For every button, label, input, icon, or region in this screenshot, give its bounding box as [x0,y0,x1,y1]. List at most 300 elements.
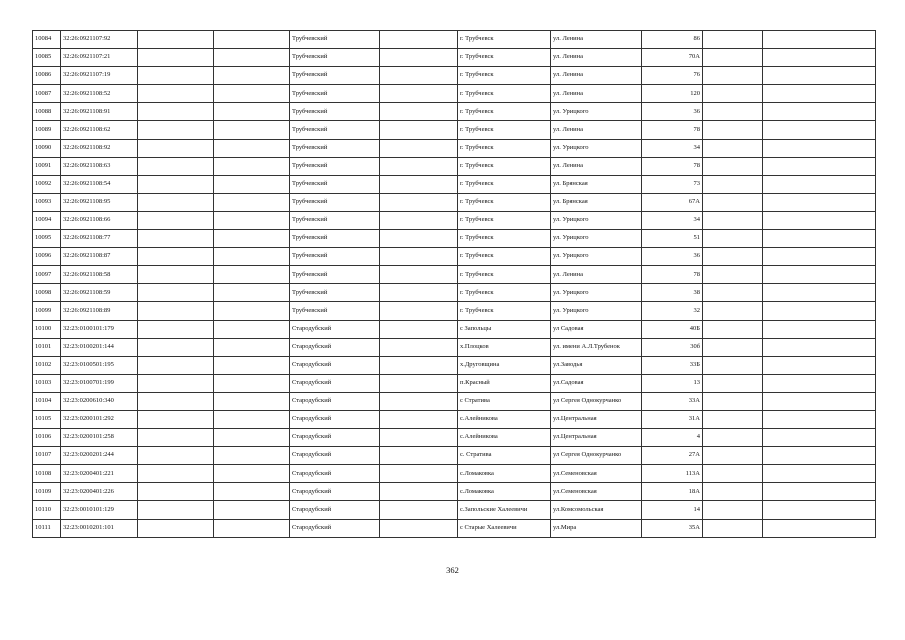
table-row [33,338,876,356]
cell-col-4 [214,501,290,519]
cell-col-6 [380,374,458,392]
cell-record-number: 10102 [33,356,61,374]
cell-cadastral-number: 32:26:0921108:87 [61,248,138,266]
cell-district: Трубчевский [290,85,380,103]
cell-district: Трубчевский [290,175,380,193]
cell-district: Стародубский [290,483,380,501]
table-row [33,49,876,67]
cell-cadastral-number: 32:23:0010101:129 [61,501,138,519]
cell-locality: г. Трубчевск [458,302,551,320]
cell-col-6 [380,320,458,338]
table-row [33,103,876,121]
cell-col-6 [380,103,458,121]
cell-cadastral-number: 32:26:0921108:58 [61,266,138,284]
cell-record-number: 10097 [33,266,61,284]
cell-record-number: 10101 [33,338,61,356]
cell-district: Трубчевский [290,67,380,85]
cell-street: ул.Садовая [551,374,642,392]
cell-col-4 [214,320,290,338]
cell-street: ул. Ленина [551,67,642,85]
cell-col-3 [138,175,214,193]
cell-district: Трубчевский [290,302,380,320]
cell-house-number: 34 [642,211,703,229]
cell-col-11 [763,320,876,338]
cell-col-4 [214,103,290,121]
cell-col-11 [763,374,876,392]
cell-house-number: 36 [642,248,703,266]
table-row [33,429,876,447]
cell-col-6 [380,501,458,519]
table-row [33,266,876,284]
cell-street: ул.Центральная [551,410,642,428]
cell-record-number: 10089 [33,121,61,139]
cell-col-6 [380,429,458,447]
table-row [33,211,876,229]
cell-locality: г. Трубчевск [458,31,551,49]
cell-street: ул.Центральная [551,429,642,447]
table-row [33,410,876,428]
cell-street: ул. Ленина [551,85,642,103]
cell-col-3 [138,266,214,284]
cell-col-6 [380,483,458,501]
cell-record-number: 10085 [33,49,61,67]
cell-col-4 [214,519,290,537]
cell-col-3 [138,121,214,139]
cell-col-6 [380,356,458,374]
table-row [33,121,876,139]
cell-house-number: 33А [642,392,703,410]
cell-col-10 [703,139,763,157]
cell-district: Трубчевский [290,284,380,302]
cell-street: ул.Семеновская [551,483,642,501]
cell-cadastral-number: 32:23:0010201:101 [61,519,138,537]
cell-cadastral-number: 32:26:0921107:21 [61,49,138,67]
cell-col-3 [138,465,214,483]
cell-house-number: 35А [642,519,703,537]
cell-col-3 [138,139,214,157]
cell-street: ул Сергея Однокурчанко [551,392,642,410]
cell-col-3 [138,483,214,501]
cell-col-4 [214,139,290,157]
cell-col-10 [703,175,763,193]
cell-house-number: 4 [642,429,703,447]
cell-col-10 [703,85,763,103]
cell-col-11 [763,103,876,121]
cell-record-number: 10100 [33,320,61,338]
cell-col-11 [763,67,876,85]
cell-col-3 [138,248,214,266]
cell-col-11 [763,392,876,410]
cell-col-10 [703,410,763,428]
cell-locality: г. Трубчевск [458,103,551,121]
cell-col-4 [214,302,290,320]
cell-col-4 [214,338,290,356]
cell-street: ул. Ленина [551,266,642,284]
cell-col-10 [703,121,763,139]
cell-col-10 [703,320,763,338]
cell-record-number: 10087 [33,85,61,103]
cell-col-11 [763,519,876,537]
table-row [33,465,876,483]
cell-locality: с Старые Халеевичи [458,519,551,537]
cell-col-6 [380,302,458,320]
cell-district: Трубчевский [290,139,380,157]
cell-col-4 [214,211,290,229]
cell-col-4 [214,157,290,175]
cell-cadastral-number: 32:23:0100501:195 [61,356,138,374]
cell-cadastral-number: 32:26:0921108:66 [61,211,138,229]
cell-record-number: 10095 [33,230,61,248]
cell-col-4 [214,230,290,248]
cell-col-10 [703,483,763,501]
cell-house-number: 78 [642,121,703,139]
cell-col-6 [380,31,458,49]
cell-col-3 [138,67,214,85]
cell-col-10 [703,338,763,356]
cell-record-number: 10110 [33,501,61,519]
cell-cadastral-number: 32:26:0921108:52 [61,85,138,103]
cell-record-number: 10108 [33,465,61,483]
cell-record-number: 10111 [33,519,61,537]
cell-cadastral-number: 32:26:0921108:62 [61,121,138,139]
cell-locality: п.Красный [458,374,551,392]
cell-house-number: 67А [642,193,703,211]
cell-district: Трубчевский [290,230,380,248]
cell-col-10 [703,356,763,374]
cell-col-4 [214,284,290,302]
table-row [33,175,876,193]
cell-col-3 [138,447,214,465]
cell-cadastral-number: 32:23:0100701:199 [61,374,138,392]
cell-col-11 [763,338,876,356]
cell-col-10 [703,519,763,537]
cell-col-6 [380,211,458,229]
cell-locality: г. Трубчевск [458,284,551,302]
cell-street: ул. Урицкого [551,284,642,302]
cell-district: Стародубский [290,356,380,374]
cell-locality: с.Ломаковка [458,465,551,483]
cell-col-3 [138,338,214,356]
cell-house-number: 32 [642,302,703,320]
cell-locality: г. Трубчевск [458,85,551,103]
cell-cadastral-number: 32:23:0100201:144 [61,338,138,356]
cell-col-3 [138,85,214,103]
cell-col-11 [763,49,876,67]
cell-district: Трубчевский [290,31,380,49]
cell-col-6 [380,284,458,302]
cell-locality: с.Запольские Халеевичи [458,501,551,519]
cell-house-number: 27А [642,447,703,465]
table-row [33,356,876,374]
cell-col-11 [763,429,876,447]
cell-col-4 [214,121,290,139]
cell-col-6 [380,85,458,103]
cell-col-6 [380,338,458,356]
cell-locality: х.Друговщина [458,356,551,374]
cell-locality: г. Трубчевск [458,49,551,67]
cell-col-4 [214,447,290,465]
cell-record-number: 10107 [33,447,61,465]
cell-col-6 [380,230,458,248]
cell-col-11 [763,302,876,320]
cell-locality: г. Трубчевск [458,266,551,284]
cell-house-number: 51 [642,230,703,248]
cell-col-10 [703,302,763,320]
table-row [33,248,876,266]
cell-district: Трубчевский [290,157,380,175]
cell-col-11 [763,356,876,374]
cell-street: ул Садовая [551,320,642,338]
cell-locality: г. Трубчевск [458,157,551,175]
table-row [33,193,876,211]
cell-col-11 [763,266,876,284]
cell-street: ул. Ленина [551,157,642,175]
cell-house-number: 13 [642,374,703,392]
cell-col-3 [138,374,214,392]
cell-cadastral-number: 32:23:0200610:340 [61,392,138,410]
cell-house-number: 78 [642,157,703,175]
cell-house-number: 76 [642,67,703,85]
cell-record-number: 10109 [33,483,61,501]
cell-record-number: 10098 [33,284,61,302]
cell-cadastral-number: 32:26:0921108:63 [61,157,138,175]
cell-col-4 [214,392,290,410]
cell-col-3 [138,193,214,211]
cell-district: Стародубский [290,392,380,410]
cell-col-11 [763,85,876,103]
cell-street: ул.Мира [551,519,642,537]
cell-col-11 [763,31,876,49]
cell-cadastral-number: 32:23:0200101:292 [61,410,138,428]
cell-locality: с Запольцы [458,320,551,338]
cell-house-number: 120 [642,85,703,103]
cell-district: Трубчевский [290,211,380,229]
cell-col-3 [138,49,214,67]
table-row [33,501,876,519]
cell-col-10 [703,392,763,410]
cell-cadastral-number: 32:23:0200201:244 [61,447,138,465]
table-row [33,483,876,501]
cell-cadastral-number: 32:26:0921108:54 [61,175,138,193]
cell-locality: с.Ломаковка [458,483,551,501]
table-row [33,67,876,85]
cell-col-3 [138,31,214,49]
table-row [33,157,876,175]
cell-district: Стародубский [290,519,380,537]
cell-locality: г. Трубчевск [458,175,551,193]
cell-house-number: 113А [642,465,703,483]
cell-col-11 [763,193,876,211]
cell-col-6 [380,175,458,193]
cell-street: ул. Урицкого [551,103,642,121]
cell-col-10 [703,248,763,266]
cell-record-number: 10106 [33,429,61,447]
cell-col-10 [703,103,763,121]
cell-house-number: 38 [642,284,703,302]
cell-locality: с.Алейникова [458,429,551,447]
page-number: 362 [446,565,459,575]
cell-col-6 [380,519,458,537]
cell-locality: с. Стратива [458,447,551,465]
cell-col-11 [763,501,876,519]
registry-table-body [33,31,876,538]
cell-col-6 [380,139,458,157]
cell-locality: г. Трубчевск [458,139,551,157]
cell-col-11 [763,139,876,157]
cell-record-number: 10092 [33,175,61,193]
cell-locality: г. Трубчевск [458,248,551,266]
cell-col-3 [138,302,214,320]
cell-street: ул. Ленина [551,49,642,67]
table-row [33,284,876,302]
table-row [33,31,876,49]
cell-col-10 [703,429,763,447]
cell-col-4 [214,356,290,374]
cell-col-4 [214,410,290,428]
cell-col-11 [763,465,876,483]
cell-house-number: 33Б [642,356,703,374]
cell-cadastral-number: 32:26:0921108:91 [61,103,138,121]
cell-house-number: 14 [642,501,703,519]
cell-cadastral-number: 32:26:0921108:59 [61,284,138,302]
cell-col-6 [380,67,458,85]
cell-col-10 [703,67,763,85]
cell-record-number: 10105 [33,410,61,428]
cell-street: ул. Урицкого [551,211,642,229]
cell-col-10 [703,266,763,284]
cell-cadastral-number: 32:26:0921108:95 [61,193,138,211]
cell-street: ул. Урицкого [551,302,642,320]
cell-house-number: 30б [642,338,703,356]
cell-record-number: 10104 [33,392,61,410]
cell-col-6 [380,248,458,266]
cell-district: Стародубский [290,410,380,428]
cell-street: ул. Урицкого [551,139,642,157]
cell-col-4 [214,67,290,85]
cell-record-number: 10088 [33,103,61,121]
cell-col-4 [214,49,290,67]
cell-col-4 [214,175,290,193]
cell-col-4 [214,248,290,266]
cell-district: Трубчевский [290,49,380,67]
cell-col-10 [703,374,763,392]
cell-district: Стародубский [290,338,380,356]
table-row [33,519,876,537]
cell-cadastral-number: 32:26:0921108:89 [61,302,138,320]
cell-col-11 [763,211,876,229]
cell-district: Стародубский [290,465,380,483]
cell-col-10 [703,211,763,229]
cell-record-number: 10099 [33,302,61,320]
cell-col-10 [703,31,763,49]
cell-record-number: 10091 [33,157,61,175]
cell-record-number: 10094 [33,211,61,229]
cell-locality: г. Трубчевск [458,193,551,211]
cell-locality: г. Трубчевск [458,67,551,85]
cell-locality: х.Плоцков [458,338,551,356]
cell-district: Трубчевский [290,193,380,211]
cell-house-number: 36 [642,103,703,121]
cell-house-number: 73 [642,175,703,193]
table-row [33,320,876,338]
cell-locality: с Стратива [458,392,551,410]
cell-col-6 [380,193,458,211]
cell-col-11 [763,447,876,465]
cell-street: ул.Заводья [551,356,642,374]
cell-col-10 [703,465,763,483]
cell-cadastral-number: 32:23:0200401:226 [61,483,138,501]
cell-district: Стародубский [290,447,380,465]
cell-street: ул Сергея Однокурчанко [551,447,642,465]
cell-record-number: 10090 [33,139,61,157]
table-row [33,374,876,392]
cell-col-10 [703,49,763,67]
cell-col-11 [763,121,876,139]
cell-house-number: 31А [642,410,703,428]
cell-cadastral-number: 32:23:0200401:221 [61,465,138,483]
cell-col-3 [138,519,214,537]
cell-district: Стародубский [290,501,380,519]
cell-col-11 [763,230,876,248]
cell-locality: г. Трубчевск [458,121,551,139]
cell-locality: г. Трубчевск [458,211,551,229]
cell-locality: с.Алейникова [458,410,551,428]
table-row [33,392,876,410]
cell-col-4 [214,374,290,392]
cell-col-3 [138,211,214,229]
cell-district: Трубчевский [290,248,380,266]
table-row [33,85,876,103]
cell-col-10 [703,284,763,302]
cell-col-10 [703,157,763,175]
cell-col-3 [138,320,214,338]
cell-col-11 [763,284,876,302]
table-row [33,230,876,248]
cell-street: ул.Семеновская [551,465,642,483]
cell-col-3 [138,410,214,428]
cell-district: Стародубский [290,374,380,392]
cell-district: Трубчевский [290,103,380,121]
cell-cadastral-number: 32:26:0921108:92 [61,139,138,157]
cell-street: ул. Урицкого [551,248,642,266]
cell-col-3 [138,429,214,447]
cell-record-number: 10086 [33,67,61,85]
cell-street: ул. Урицкого [551,230,642,248]
cell-col-4 [214,193,290,211]
cell-record-number: 10084 [33,31,61,49]
table-row [33,139,876,157]
cell-col-3 [138,103,214,121]
cell-col-6 [380,121,458,139]
cell-street: ул. Брянская [551,175,642,193]
cell-col-6 [380,266,458,284]
cell-record-number: 10096 [33,248,61,266]
cell-col-3 [138,356,214,374]
cell-street: ул. Ленина [551,31,642,49]
cell-record-number: 10093 [33,193,61,211]
cell-col-3 [138,157,214,175]
cell-col-4 [214,85,290,103]
cell-district: Трубчевский [290,121,380,139]
cell-col-3 [138,230,214,248]
cell-record-number: 10103 [33,374,61,392]
cell-col-4 [214,31,290,49]
cell-street: ул.Комсомольская [551,501,642,519]
cell-house-number: 70А [642,49,703,67]
cell-col-3 [138,501,214,519]
cell-locality: г. Трубчевск [458,230,551,248]
cell-house-number: 40Б [642,320,703,338]
